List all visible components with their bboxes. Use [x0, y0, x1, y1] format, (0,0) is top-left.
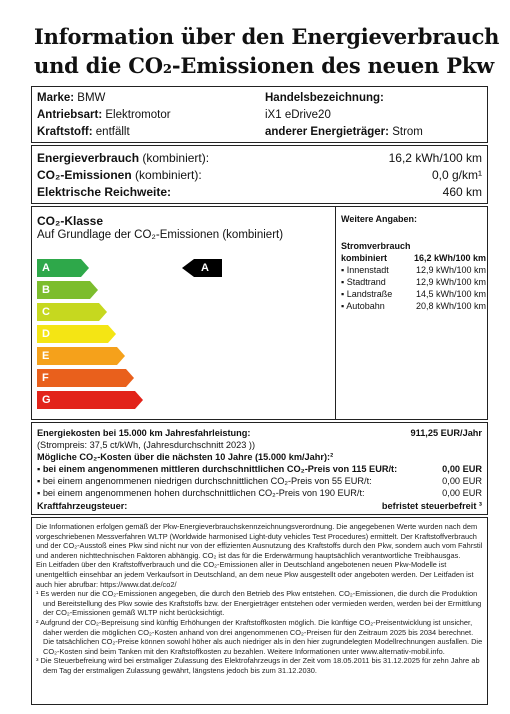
co2-class-bar-label: F — [42, 372, 49, 384]
kraftfahrzeugsteuer-label: Kraftfahrzeugsteuer: — [37, 501, 128, 511]
footnote-2: ² Aufgrund der CO₂-Bepreisung sind künftig Erhöhungen der Kraftstoffkosten möglich. Die künftige CO₂-Preisentwicklung ist unsicher, daher werden die möglichen CO₂-Kosten anhand von drei angenommenen CO₂-Preisen für den Zeitraum 2025 bis 2034 berechnet. Die tatsächlichen CO₂-Preise können sowohl höher als auch niedriger als in den hier zugrundelegten Modellrechnungen ausfallen. Die CO₂-Kosten sind beim Tanken mit den Kraftstoffkosten zu bezahlen. Weitere Informationen unter www.alternativ-mobil.info. — [36, 617, 483, 656]
kombiniert-value: 16,2 kWh/100 km — [413, 253, 486, 263]
co2-mittel-price: 115 EUR/t: — [351, 464, 398, 474]
fine-print-intro: Die Informationen erfolgen gemäß der Pkw-Energieverbrauchskennzeichnungsverordnung. Die angegebenen Werte wurden nach dem vorgeschriebenen Messverfahren WLTP (Worldwide harmonised Light-duty vehicles Test Procedures) ermittelt. Der Kraftstoffverbrauch und der CO₂-Ausstoß eines Pkw sind nicht nur von der effizienten Ausnutzung des Kraftstoffs durch den Pkw, sondern auch vom Fahrstil und anderen nichttechnischen Faktoren abhängig. CO₂ ist das für die Erderwärmung hauptsächlich verantwortliche Treibhausgas. — [36, 522, 483, 560]
footnote-1: ¹ Es werden nur die CO₂-Emissionen angegeben, die durch den Betrieb des Pkw entstehen. CO₂-Emissionen, die durch die Produktion und Bereitstellung des Pkw sowie des Kraftstoffs bzw. der Energieträger entstehen oder vermieden werden, werden bei der Ermittlung der CO₂-Emissionen gemäß WLTP nicht berücksichtigt. — [36, 589, 482, 618]
energieverbrauch-value: 16,2 kWh/100 km — [388, 151, 482, 165]
marke-label: Marke: — [37, 92, 75, 104]
fine-print-box — [31, 517, 488, 705]
weitere-angaben — [341, 212, 486, 312]
co2-mittel-row: ▪ bei einem angenommenen mittleren durchschnittlichen CO₂-Preis von 115 EUR/t: 0,00 EUR — [37, 464, 482, 474]
marke-value: BMW — [77, 92, 106, 104]
co2-class-bar-b — [37, 281, 98, 299]
co2-class-title: CO₂-Klasse — [37, 214, 104, 228]
co2-class-bar-label: C — [42, 306, 50, 318]
reichweite-row — [37, 184, 482, 200]
title-line-2: und die CO₂-Emissionen des neuen Pkw — [34, 53, 495, 78]
co2-class-bar-g — [37, 391, 143, 409]
stromverbrauch-row — [341, 264, 486, 276]
co2-niedrig-row: ▪ bei einem angenommenen niedrigen durchschnittlichen CO₂-Preis von 55 EUR/t: 0,00 EUR — [37, 476, 482, 486]
kraftstoff-row — [37, 124, 130, 140]
co2-hoch-value: 0,00 EUR — [442, 488, 482, 498]
footnote-3: ³ Die Steuerbefreiung wird bei erstmaliger Zulassung des Elektrofahrzeugs in der Zeit vom 18.05.2011 bis 31.12.2025 für zehn Jahre ab dem Tag der erstmaligen Zulassung gewährt, längstens jedoch bis zum 31.12.2030. — [36, 656, 480, 675]
reichweite-value: 460 km — [442, 185, 482, 199]
handelsbezeichnung-label: Handelsbezeichnung: — [265, 92, 384, 104]
stromverbrauch-row — [341, 288, 486, 300]
co2-niedrig-label: bei einem angenommenen niedrigen durchschnittlichen CO₂-Preis von — [42, 476, 330, 486]
co2-class-bar-f — [37, 369, 134, 387]
stromverbrauch-row-value: 14,5 kWh/100 km — [415, 289, 486, 299]
stromverbrauch-row-label: ▪ Stadtrand — [341, 277, 386, 287]
co2-hoch-label: bei einem angenommenen hohen durchschnittlichen CO₂-Preis von — [42, 488, 318, 498]
co2-mittel-value: 0,00 EUR — [442, 464, 482, 474]
current-class-marker — [182, 259, 222, 277]
co2-emissionen-row — [37, 167, 482, 183]
anderer-label: anderer Energieträger: — [265, 126, 389, 138]
co2-class-bar-label: B — [42, 284, 50, 296]
co2-emissionen-label: CO₂-Emissionen — [37, 168, 132, 182]
stromverbrauch-row-label: ▪ Innenstadt — [341, 265, 389, 275]
vehicle-info-box — [31, 86, 488, 143]
antriebsart-row — [37, 107, 171, 123]
strompreis-row: (Strompreis: 37,5 ct/kWh, (Jahresdurchschnitt 2023 )) — [37, 440, 256, 450]
fine-print-leitfaden: Ein Leitfaden über den Kraftstoffverbrauch und die CO₂-Emissionen aller in Deutschland angebotenen neuen Pkw-Modelle ist unentgeltlich einsehbar an jedem Verkaufsort in Deutschland, an dem neue Pkw ausgestellt oder angeboten werden. Der Leitfaden ist auch hier abrufbar: https://www.dat.de/co2/ — [36, 560, 474, 589]
stromverbrauch-row — [341, 300, 486, 312]
antriebsart-value: Elektromotor — [105, 109, 171, 121]
energiekosten-row — [37, 427, 482, 439]
energieverbrauch-label: Energieverbrauch — [37, 151, 140, 165]
current-class-label: A — [201, 262, 209, 274]
co2-class-bar-d — [37, 325, 116, 343]
co2-class-bar-label: A — [42, 262, 50, 274]
stromverbrauch-row-label: ▪ Autobahn — [341, 301, 385, 311]
co2-hoch-row: ▪ bei einem angenommenen hohen durchschnittlichen CO₂-Preis von 190 EUR/t: 0,00 EUR — [37, 488, 482, 498]
kombiniert-label: kombiniert — [341, 253, 388, 263]
reichweite-label: Elektrische Reichweite: — [37, 185, 172, 199]
co2-class-bar-label: G — [42, 394, 51, 406]
co2-class-bar-label: E — [42, 350, 50, 362]
antriebsart-label: Antriebsart: — [37, 109, 103, 121]
weitere-angaben-heading: Weitere Angaben: — [341, 214, 418, 224]
marke-row — [37, 90, 105, 106]
energiekosten-value: 911,25 EUR/Jahr — [410, 428, 482, 438]
costs-box — [31, 422, 488, 515]
co2-class-box — [31, 206, 488, 420]
co2-kosten-heading: Mögliche CO₂-Kosten über die nächsten 10 Jahre (15.000 km/Jahr):² — [37, 452, 334, 462]
stromverbrauch-rows — [341, 264, 486, 312]
anderer-value: Strom — [392, 126, 423, 138]
co2-hoch-price: 190 EUR/t: — [319, 488, 365, 498]
page-title — [34, 22, 500, 80]
stromverbrauch-row-value: 12,9 kWh/100 km — [415, 277, 486, 287]
co2-class-bar-label: D — [42, 328, 50, 340]
co2-emissionen-value: 0,0 g/km¹ — [431, 168, 482, 182]
stromverbrauch-heading: Stromverbrauch — [341, 241, 411, 251]
fine-print — [36, 522, 485, 676]
consumption-box — [31, 145, 488, 204]
kraftfahrzeugsteuer-value: befristet steuerbefreit ³ — [381, 501, 482, 511]
co2-class-bar-a — [37, 259, 89, 277]
co2-class-bar-e — [37, 347, 125, 365]
co2-class-subtitle: Auf Grundlage der CO₂-Emissionen (kombiniert) — [37, 229, 284, 241]
anderer-energietraeger-row — [265, 124, 423, 140]
stromverbrauch-row-label: ▪ Landstraße — [341, 289, 393, 299]
energieverbrauch-suffix: (kombiniert): — [142, 151, 210, 165]
co2-niedrig-value: 0,00 EUR — [442, 476, 482, 486]
co2-niedrig-price: 55 EUR/t: — [331, 476, 372, 486]
stromverbrauch-row — [341, 276, 486, 288]
kraftstoff-value: entfällt — [95, 126, 130, 138]
energieverbrauch-row — [37, 150, 482, 166]
stromverbrauch-row-value: 20,8 kWh/100 km — [415, 301, 486, 311]
stromverbrauch-kombiniert — [341, 252, 486, 264]
co2-mittel-label: bei einem angenommenen mittleren durchschnittlichen CO₂-Preis von — [42, 464, 350, 474]
co2-emissionen-suffix: (kombiniert): — [135, 168, 202, 182]
energiekosten-label: Energiekosten bei 15.000 km Jahresfahrleistung: — [37, 428, 251, 438]
co2-class-bar-c — [37, 303, 107, 321]
kraftstoff-label: Kraftstoff: — [37, 126, 93, 138]
kraftfahrzeugsteuer-row — [37, 500, 482, 512]
title-line-1: Information über den Energieverbrauch — [34, 24, 500, 49]
stromverbrauch-row-value: 12,9 kWh/100 km — [415, 265, 486, 275]
co2-box-divider — [335, 207, 336, 419]
handelsbezeichnung-value: iX1 eDrive20 — [265, 109, 331, 121]
